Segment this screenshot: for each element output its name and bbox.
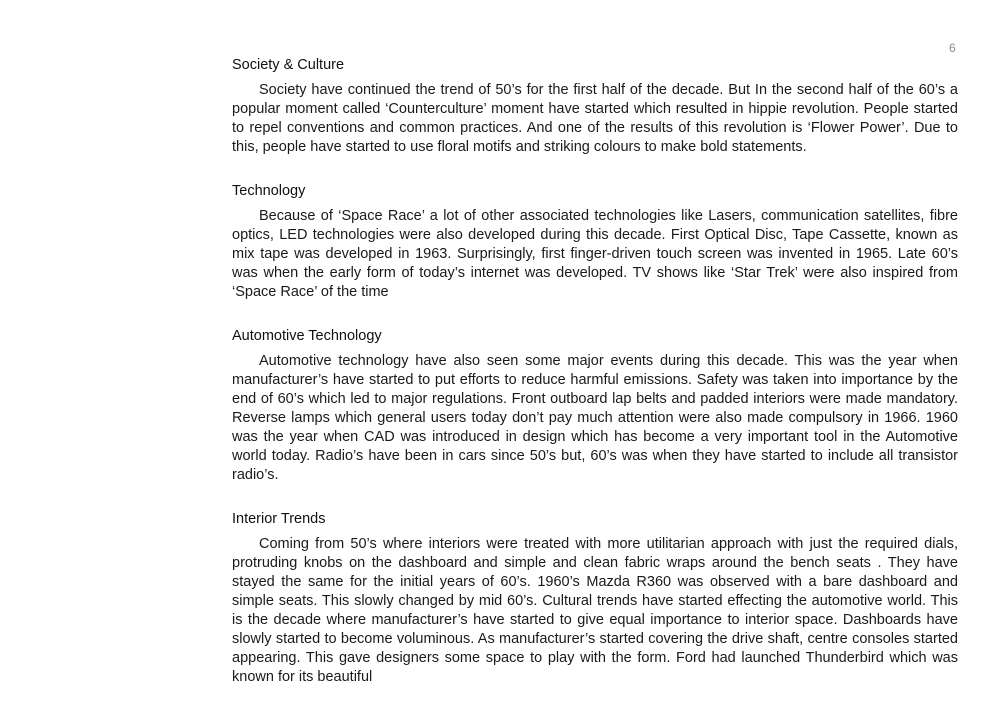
section-heading: Interior Trends — [232, 511, 326, 527]
section-heading: Automotive Technology — [232, 328, 382, 344]
section-heading: Technology — [232, 183, 306, 199]
page-number: 6 — [949, 41, 957, 55]
document-content — [232, 56, 958, 687]
section-automotive-technology — [232, 327, 958, 485]
section-paragraph: Coming from 50’s where interiors were treated with more utilitarian approach with just the required dials, protruding knobs on the dashboard and simple and clean fabric wraps around the bench seats . They have stayed the same for the initial years of 60’s. 1960’s Mazda R360 was observed with a bare dashboard and simple seats. This slowly changed by mid 60’s. Cultural trends have started effecting the automotive world. This is the decade where manufacturer’s have started to give equal importance to interior space. Dashboards have slowly started to become voluminous. As manufacturer’s started covering the drive shaft, centre consoles started appearing. This gave designers some space to play with the form. Ford had launched Thunderbird which was known for its beautiful — [232, 536, 958, 685]
section-society-culture — [232, 56, 958, 157]
section-heading: Society & Culture — [232, 57, 345, 73]
section-technology — [232, 182, 958, 302]
section-paragraph: Because of ‘Space Race’ a lot of other associated technologies like Lasers, communication satellites, fibre optics, LED technologies were also developed during this decade. First Optical Disc, Tape Cassette, known as mix tape was developed in 1963. Surprisingly, first finger-driven touch screen was invented in 1965. Late 60’s was when the early form of today’s internet was developed. TV shows like ‘Star Trek’ were also inspired from ‘Space Race’ of the time — [232, 208, 958, 300]
section-paragraph: Society have continued the trend of 50’s for the first half of the decade. But In the second half of the 60’s a popular moment called ‘Counterculture’ moment have started which resulted in hippie revolution. People started to repel conventions and common practices. And one of the results of this revolution is ‘Flower Power’. Due to this, people have started to use floral motifs and striking colours to make bold statements. — [232, 82, 958, 155]
section-interior-trends — [232, 510, 958, 687]
section-paragraph: Automotive technology have also seen some major events during this decade. This was the year when manufacturer’s have started to put efforts to reduce harmful emissions. Safety was taken into importance by the end of 60’s which led to major regulations. Front outboard lap belts and padded interiors were made mandatory. Reverse lamps which general users today don’t pay much attention were also made compulsory in 1966. 1960 was the year when CAD was introduced in design which has become a very important tool in the Automotive world today. Radio’s have been in cars since 50’s but, 60’s was when they have started to include all transistor radio’s. — [232, 353, 958, 483]
